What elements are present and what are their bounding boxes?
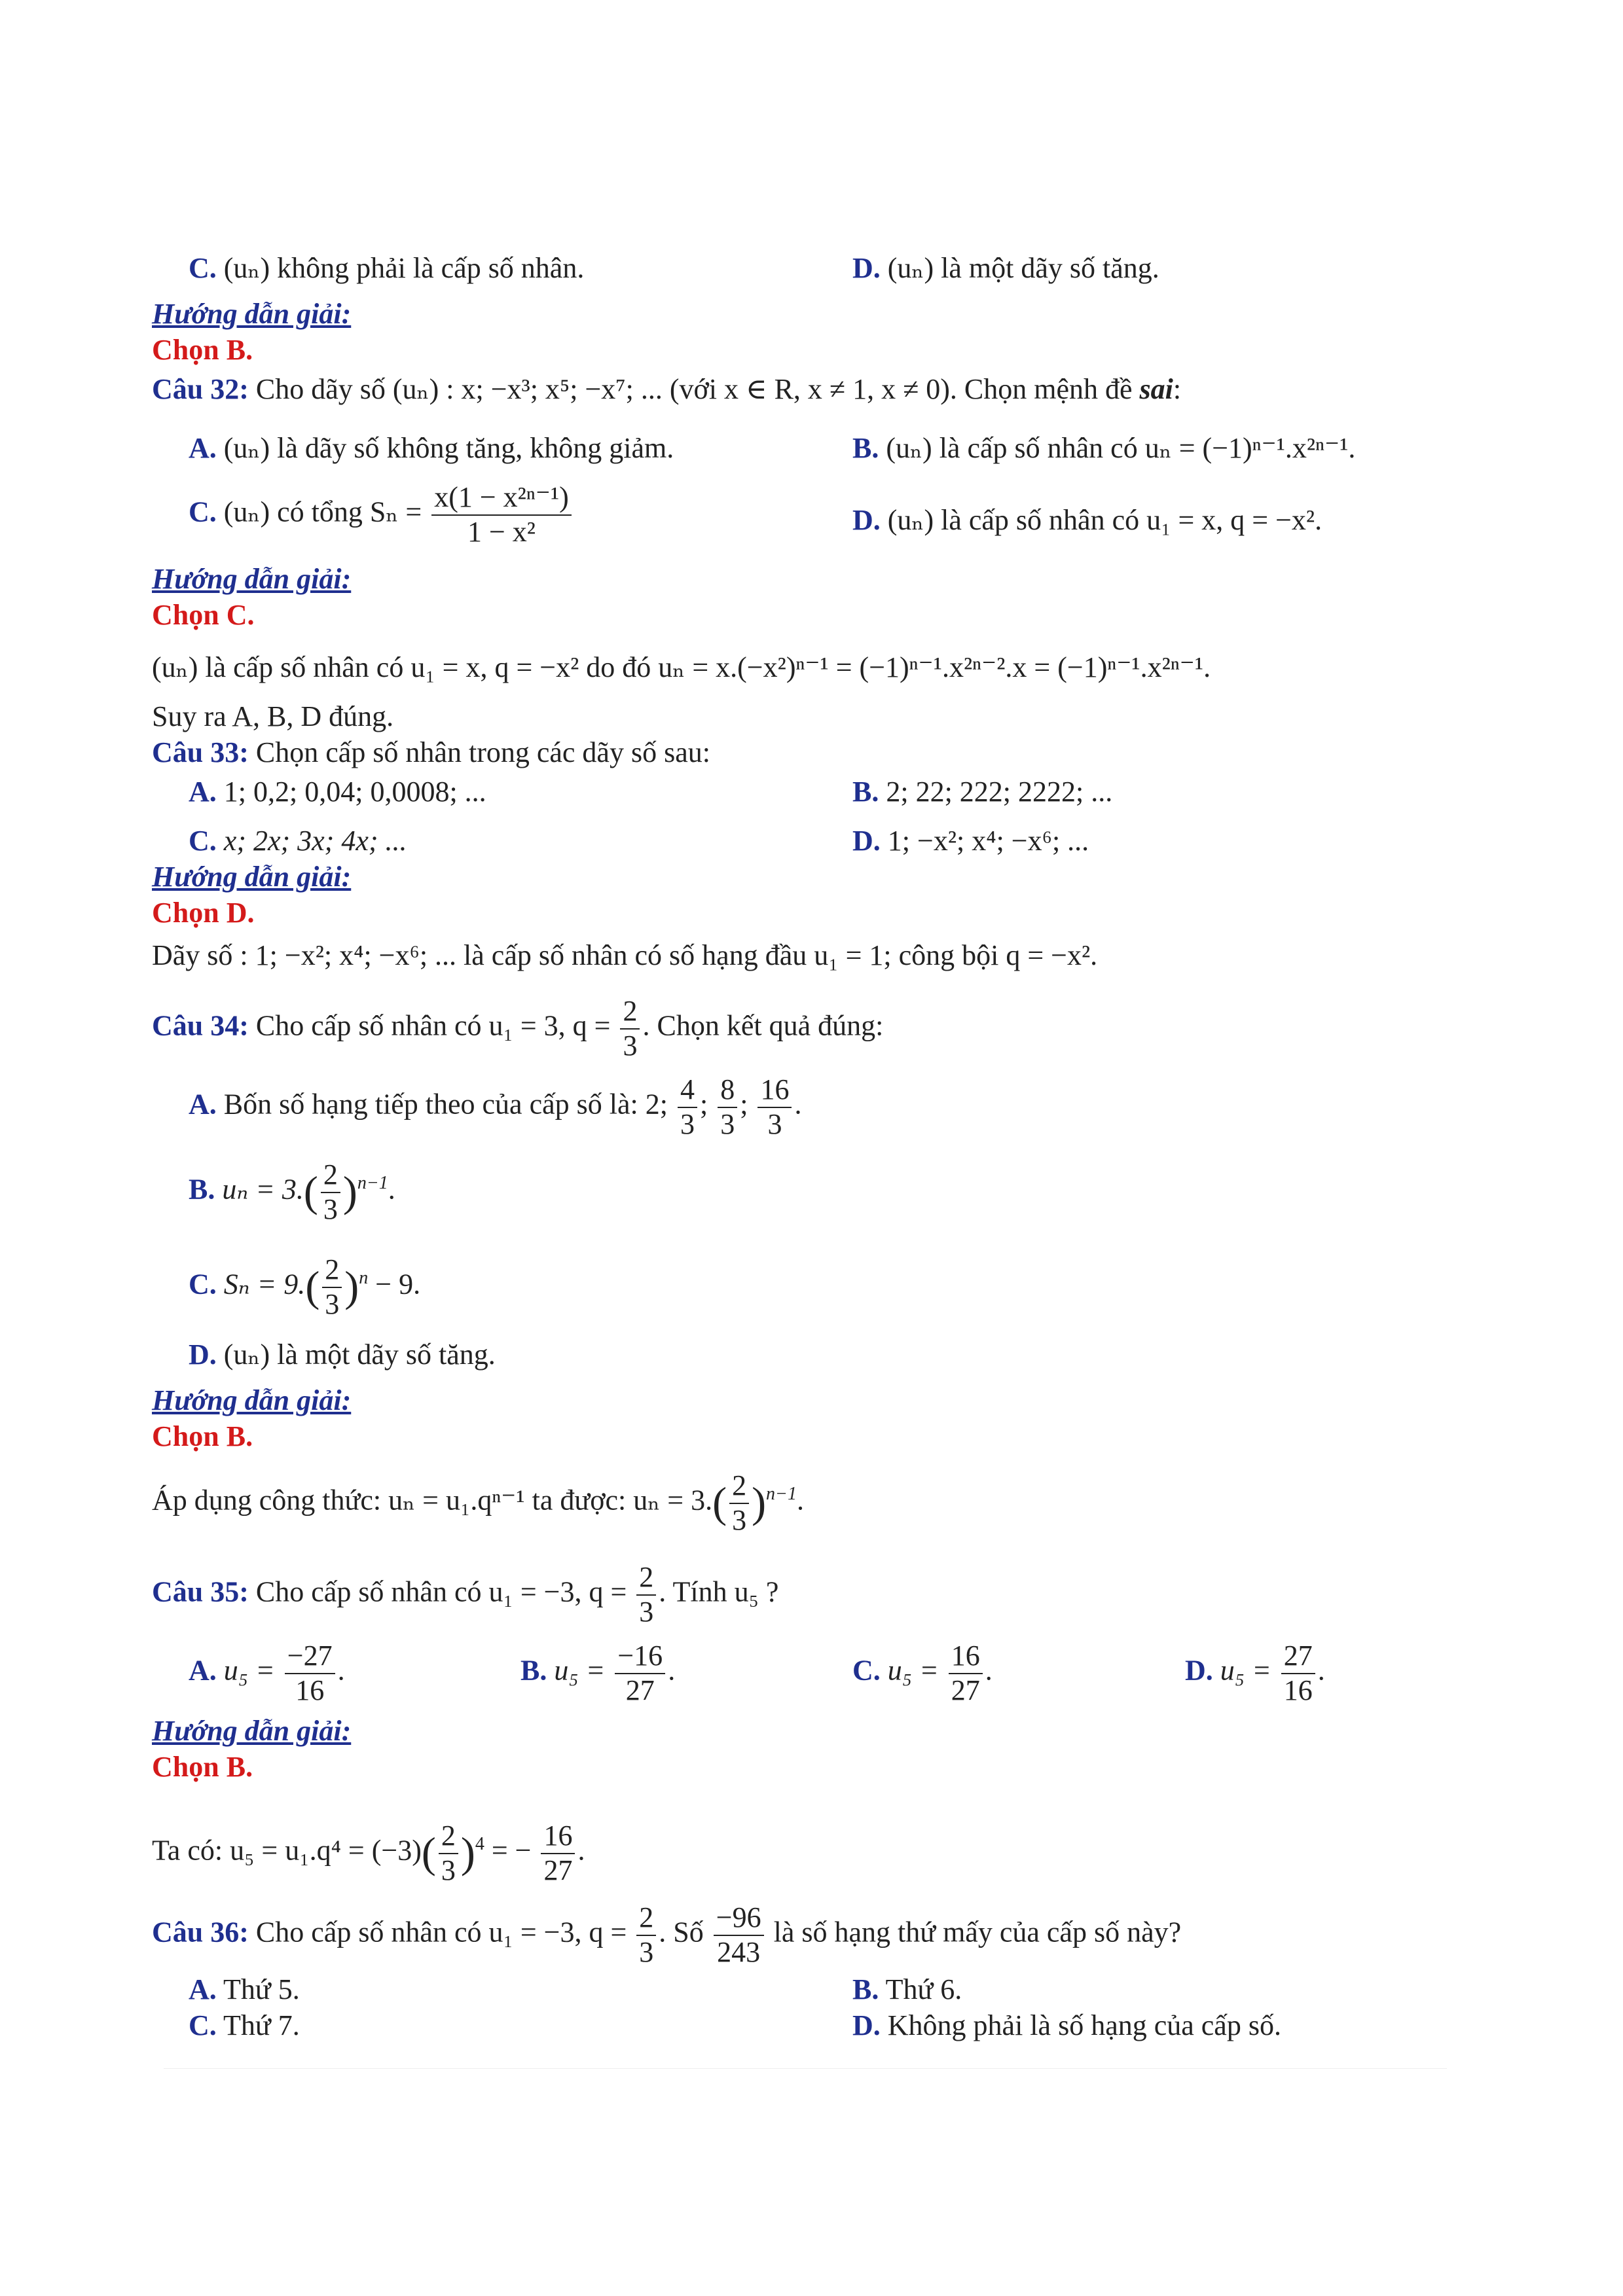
solution-text: = − xyxy=(491,1834,532,1867)
q36-option-b xyxy=(852,1970,962,2009)
fraction xyxy=(636,1901,656,1969)
question-label: Câu 32: xyxy=(152,373,249,405)
denominator: 243 xyxy=(717,1935,761,1968)
chosen-answer: Chọn B. xyxy=(152,334,253,366)
option-text: (uₙ) không phải là cấp số nhân. xyxy=(223,252,585,284)
option-label: C. xyxy=(189,1268,217,1300)
option-text: u₅ = xyxy=(223,1654,275,1687)
q32-option-c xyxy=(189,481,574,548)
option-label: A. xyxy=(189,432,217,464)
question-text-end: là số hạng thứ mấy của cấp số này? xyxy=(773,1916,1182,1948)
option-text-end: − 9. xyxy=(375,1268,421,1300)
exponent: n xyxy=(359,1268,369,1289)
q33-option-d xyxy=(852,821,1089,861)
solution-line: (uₙ) là cấp số nhân có u₁ = x, q = −x² do đó uₙ = x.(−x²)ⁿ⁻¹ = (−1)ⁿ⁻¹.x²ⁿ⁻².x = (−1)ⁿ⁻¹.x²ⁿ⁻¹. xyxy=(152,651,1211,683)
question-text: Chọn cấp số nhân trong các dãy số sau: xyxy=(255,736,710,768)
exponent: n−1 xyxy=(357,1173,388,1194)
option-label: D. xyxy=(852,825,881,857)
denominator: 27 xyxy=(543,1854,573,1886)
solution-text: Ta có: u₅ = u₁.q⁴ = (−3) xyxy=(152,1834,422,1867)
option-text: Không phải là số hạng của cấp số. xyxy=(887,2009,1281,2041)
question-emphasis: sai xyxy=(1139,373,1173,405)
q35-option-a: A. u₅ = $\frac{-27}{16}$ . xyxy=(189,1640,345,1706)
chosen-answer: Chọn B. xyxy=(152,1420,253,1452)
option-label: C. xyxy=(189,825,217,857)
denominator: 1 − x² xyxy=(467,515,536,548)
top-option-c xyxy=(189,249,584,288)
numerator: 27 xyxy=(1281,1640,1315,1674)
guide-heading: Hướng dẫn giải: xyxy=(152,298,352,330)
option-text: 2; 22; 222; 2222; ... xyxy=(886,776,1113,808)
denominator: 3 xyxy=(767,1107,782,1140)
question-text: Cho dãy số (uₙ) : x; −x³; x⁵; −x⁷; ... (với x ∈ R, x ≠ 1, x ≠ 0). Chọn mệnh đề xyxy=(255,373,1133,405)
q33-option-b xyxy=(852,772,1112,812)
solution-line: Dãy số : 1; −x²; x⁴; −x⁶; ... là cấp số nhân có số hạng đầu u₁ = 1; công bội q = −x². xyxy=(152,939,1098,971)
exponent: n−1 xyxy=(766,1484,797,1505)
option-text: Sₙ = 9. xyxy=(223,1268,306,1300)
option-label: A. xyxy=(189,776,217,808)
numerator: 2 xyxy=(322,1253,342,1288)
fraction xyxy=(678,1073,697,1141)
q33-option-a xyxy=(189,772,486,812)
question-32 xyxy=(152,370,1181,409)
option-text: (uₙ) có tổng Sₙ = xyxy=(223,495,422,528)
fraction xyxy=(718,1073,737,1141)
numerator: 2 xyxy=(321,1158,340,1193)
denominator: 16 xyxy=(295,1674,325,1706)
option-text: u₅ = xyxy=(887,1654,939,1687)
q34-option-a: A. Bốn số hạng tiếp theo của cấp số là: 2; $\frac{4}{3}$ ; $\frac{8}{3}$ ; $\frac{16}{3}$ . xyxy=(189,1073,802,1140)
option-label: A. xyxy=(189,1088,217,1121)
fraction xyxy=(431,481,572,548)
option-text: (uₙ) là cấp số nhân có u₁ = x, q = −x². xyxy=(887,504,1322,536)
option-text: Thứ 5. xyxy=(223,1973,300,2005)
fraction xyxy=(285,1640,335,1707)
q36-option-a xyxy=(189,1970,300,2009)
option-text: u₅ = xyxy=(554,1654,606,1687)
top-option-d xyxy=(852,249,1159,288)
denominator: 27 xyxy=(951,1674,980,1706)
numerator: 4 xyxy=(678,1073,697,1108)
numerator: 2 xyxy=(636,1561,656,1596)
option-label: B. xyxy=(852,776,879,808)
fraction xyxy=(729,1469,749,1537)
exponent: 4 xyxy=(475,1834,484,1855)
fraction xyxy=(615,1640,665,1707)
option-label: A. xyxy=(189,1654,217,1687)
q36-option-c xyxy=(189,2006,300,2045)
q34-option-b: B. uₙ = 3.( $\frac{2}{3}$ )$^{n-1}$. xyxy=(189,1158,395,1225)
q35-option-c: C. u₅ = $\frac{16}{27}$ . xyxy=(852,1640,993,1706)
numerator: 16 xyxy=(757,1073,792,1108)
numerator: 2 xyxy=(620,995,640,1030)
question-text-end: : xyxy=(1173,373,1182,405)
option-text: 1; −x²; x⁴; −x⁶; ... xyxy=(887,825,1089,857)
solution-line: Suy ra A, B, D đúng. xyxy=(152,700,394,732)
option-label: C. xyxy=(189,495,217,528)
option-label: B. xyxy=(852,1973,879,2005)
fraction xyxy=(1281,1640,1315,1707)
q35-option-d: D. u₅ = $\frac{27}{16}$ . xyxy=(1185,1640,1325,1706)
q35-option-b: B. u₅ = $\frac{-16}{27}$ . xyxy=(520,1640,676,1706)
guide-heading: Hướng dẫn giải: xyxy=(152,1715,352,1747)
numerator: 8 xyxy=(718,1073,737,1108)
q32-option-a xyxy=(189,429,674,468)
question-text: Cho cấp số nhân có u₁ = 3, q = xyxy=(255,1009,611,1042)
question-label: Câu 36: xyxy=(152,1916,249,1948)
numerator: −16 xyxy=(615,1640,665,1674)
question-35 xyxy=(152,1561,778,1628)
fraction xyxy=(757,1073,792,1141)
fraction xyxy=(439,1820,458,1887)
denominator: 3 xyxy=(639,1595,654,1628)
footer-divider xyxy=(164,2068,1447,2069)
denominator: 3 xyxy=(441,1854,456,1886)
denominator: 27 xyxy=(625,1674,655,1706)
guide-heading: Hướng dẫn giải: xyxy=(152,1384,352,1416)
option-label: C. xyxy=(852,1654,881,1687)
question-label: Câu 34: xyxy=(152,1009,249,1042)
guide-heading: Hướng dẫn giải: xyxy=(152,563,352,595)
q34-option-d xyxy=(189,1335,496,1374)
option-text: u₅ = xyxy=(1220,1654,1271,1687)
q32-option-d xyxy=(852,501,1322,540)
question-36 xyxy=(152,1901,1181,1969)
question-text-end: . Tính u₅ ? xyxy=(659,1575,779,1608)
numerator: 2 xyxy=(636,1901,656,1936)
option-label: B. xyxy=(852,432,879,464)
question-34 xyxy=(152,995,883,1062)
numerator: x(1 − x²ⁿ⁻¹) xyxy=(431,481,572,516)
denominator: 3 xyxy=(323,1193,338,1225)
option-label: C. xyxy=(189,252,217,284)
option-label: D. xyxy=(189,1338,217,1371)
denominator: 3 xyxy=(639,1935,654,1968)
fraction xyxy=(322,1253,342,1321)
numerator: 2 xyxy=(439,1820,458,1854)
option-label: D. xyxy=(852,2009,881,2041)
denominator: 3 xyxy=(680,1107,695,1140)
solution-line: Ta có: u₅ = u₁.q⁴ = (−3)( $\frac{2}{3}$ )$^4$ = − $\frac{16}{27}$ . xyxy=(152,1820,585,1886)
fraction xyxy=(321,1158,340,1226)
fraction xyxy=(714,1901,764,1969)
solution-line: Áp dụng công thức: uₙ = u₁.qⁿ⁻¹ ta được: uₙ = 3.( $\frac{2}{3}$ )$^{n-1}$. xyxy=(152,1469,804,1536)
denominator: 3 xyxy=(325,1287,340,1320)
numerator: 2 xyxy=(729,1469,749,1504)
q32-option-b xyxy=(852,429,1355,468)
q36-option-d xyxy=(852,2006,1281,2045)
option-label: D. xyxy=(852,504,881,536)
option-text: Thứ 6. xyxy=(885,1973,962,2005)
question-text: . Số xyxy=(659,1916,704,1948)
numerator: −96 xyxy=(714,1901,764,1936)
chosen-answer: Chọn C. xyxy=(152,599,255,631)
fraction xyxy=(636,1561,656,1628)
numerator: 16 xyxy=(541,1820,575,1854)
denominator: 16 xyxy=(1283,1674,1313,1706)
option-text: (uₙ) là dãy số không tăng, không giảm. xyxy=(223,432,674,464)
option-label: B. xyxy=(189,1173,215,1206)
numerator: 16 xyxy=(949,1640,983,1674)
q34-option-c: C. Sₙ = 9.( $\frac{2}{3}$ )$^n$ − 9. xyxy=(189,1253,421,1320)
chosen-answer: Chọn B. xyxy=(152,1751,253,1783)
option-text: uₙ = 3. xyxy=(222,1173,304,1206)
question-text: Cho cấp số nhân có u₁ = −3, q = xyxy=(255,1916,627,1948)
q33-option-c xyxy=(189,821,407,861)
question-label: Câu 35: xyxy=(152,1575,249,1608)
denominator: 3 xyxy=(720,1107,735,1140)
option-label: B. xyxy=(520,1654,547,1687)
question-text-end: . Chọn kết quả đúng: xyxy=(642,1009,884,1042)
question-label: Câu 33: xyxy=(152,736,249,768)
option-text: 1; 0,2; 0,04; 0,0008; ... xyxy=(223,776,486,808)
option-label: A. xyxy=(189,1973,217,2005)
fraction xyxy=(949,1640,983,1707)
option-text: (uₙ) là một dãy số tăng. xyxy=(223,1338,496,1371)
question-33 xyxy=(152,733,710,772)
fraction xyxy=(620,995,640,1062)
option-label: D. xyxy=(852,252,881,284)
chosen-answer: Chọn D. xyxy=(152,897,255,929)
option-text: (uₙ) là một dãy số tăng. xyxy=(887,252,1159,284)
denominator: 3 xyxy=(732,1503,747,1536)
option-text: (uₙ) là cấp số nhân có uₙ = (−1)ⁿ⁻¹.x²ⁿ⁻¹. xyxy=(886,432,1356,464)
option-label: C. xyxy=(189,2009,217,2041)
numerator: −27 xyxy=(285,1640,335,1674)
guide-heading: Hướng dẫn giải: xyxy=(152,861,352,893)
option-text: x; 2x; 3x; 4x; ... xyxy=(223,825,407,857)
option-text: Bốn số hạng tiếp theo của cấp số là: 2; xyxy=(223,1088,668,1121)
fraction xyxy=(541,1820,575,1887)
option-text: Thứ 7. xyxy=(223,2009,300,2041)
denominator: 3 xyxy=(623,1029,638,1062)
option-label: D. xyxy=(1185,1654,1213,1687)
question-text: Cho cấp số nhân có u₁ = −3, q = xyxy=(255,1575,627,1608)
solution-text: Áp dụng công thức: uₙ = u₁.qⁿ⁻¹ ta được: uₙ = 3. xyxy=(152,1484,713,1516)
